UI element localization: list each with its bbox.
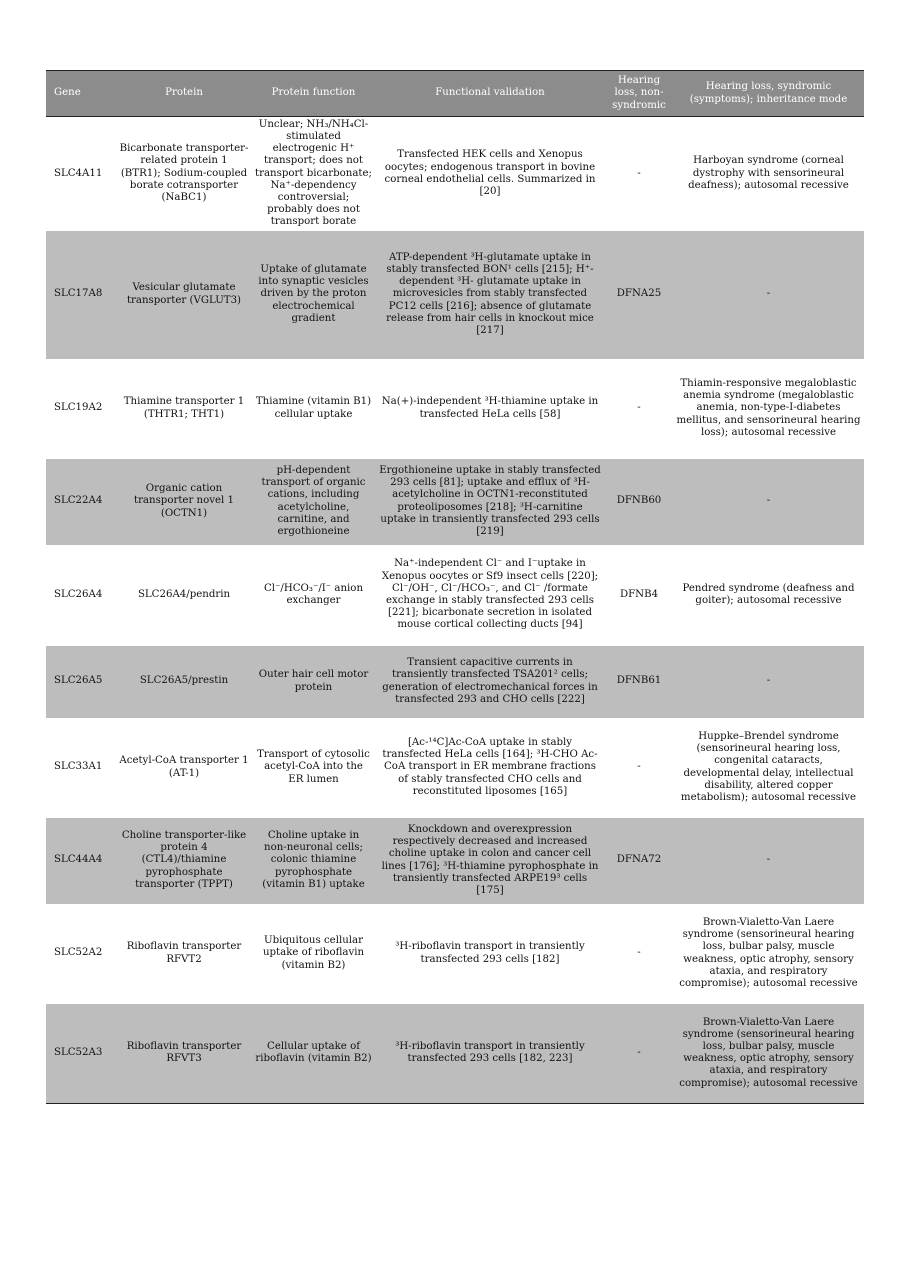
table-row	[46, 459, 864, 545]
cell-nonsyndromic: -	[637, 402, 641, 414]
cell-protein-function: Ubiquitous cellular uptake of riboflavin (vitamin B2)	[262, 935, 365, 971]
cell-syndromic: Thiamin-responsive megaloblastic anemia syndrome (megaloblastic anemia, non-type-I-diabetes mellitus, and sensorineural hearing loss); autosomal recessive	[676, 377, 861, 438]
table-row	[46, 646, 864, 718]
table-row	[46, 904, 864, 1004]
cell-protein-function: Uptake of glutamate into synaptic vesicles driven by the proton electrochemical gradient	[258, 263, 369, 324]
cell-nonsyndromic: DFNB4	[619, 588, 659, 600]
table-row	[46, 231, 864, 359]
cell-functional-validation: Knockdown and overexpression respectively decreased and increased choline uptake in colon and cancer cell lines [176]; ³H-thiamine pyrophosphate in transiently transfected ARPE19³ cells [175]	[381, 823, 599, 896]
cell-nonsyndromic: -	[605, 1004, 673, 1104]
cell-nonsyndromic: -	[637, 947, 641, 959]
cell-functional-validation: Na(+)-independent ³H-thiamine uptake in transfected HeLa cells [58]	[381, 396, 599, 420]
cell-nonsyndromic: DFNB61	[616, 675, 662, 687]
cell-protein-function: Outer hair cell motor protein	[258, 669, 369, 693]
cell-syndromic: -	[766, 675, 771, 687]
cell-protein: SLC26A5/prestin	[139, 675, 229, 687]
slc-gene-hearing-loss-table	[46, 70, 864, 1104]
cell-protein: Acetyl-CoA transporter 1 (AT-1)	[119, 755, 249, 779]
cell-syndromic: Huppke–Brendel syndrome (sensorineural hearing loss, congenital cataracts, developmental delay, intellectual disability, altered copper metabolism); autosomal recessive	[680, 730, 857, 803]
cell-syndromic: -	[766, 495, 771, 507]
cell-gene: SLC19A2	[54, 402, 103, 414]
cell-gene: SLC4A11	[54, 167, 103, 179]
cell-protein-function: Cl⁻/HCO₃⁻/I⁻ anion exchanger	[263, 582, 363, 606]
cell-nonsyndromic: -	[637, 167, 641, 179]
cell-syndromic: -	[766, 854, 771, 866]
cell-gene: SLC26A5	[54, 675, 103, 687]
cell-functional-validation: Na⁺-independent Cl⁻ and I⁻uptake in Xenopus oocytes or Sf9 insect cells [220]; Cl⁻/OH⁻, Cl⁻/HCO₃⁻, and Cl⁻ /formate exchange in stably transfected 293 cells [221]; bicarbonate secretion in isolated mouse cortical collecting ducts [94]	[381, 558, 599, 631]
cell-functional-validation: ³H-riboflavin transport in transiently transfected 293 cells [182]	[395, 941, 585, 965]
cell-protein-function: Transport of cytosolic acetyl-CoA into the ER lumen	[257, 749, 370, 785]
cell-gene: SLC52A2	[54, 947, 103, 959]
header-protein-function: Protein function	[252, 71, 375, 117]
cell-protein: Thiamine transporter 1 (THTR1; THT1)	[123, 396, 245, 420]
cell-gene: SLC17A8	[54, 288, 103, 300]
table-container	[46, 70, 864, 1104]
cell-functional-validation: ³H-riboflavin transport in transiently transfected 293 cells [182, 223]	[375, 1004, 605, 1104]
cell-protein: Choline transporter-like protein 4 (CTL4)/thiamine pyrophosphate transporter (TPPT)	[121, 829, 247, 890]
cell-syndromic: Pendred syndrome (deafness and goiter); autosomal recessive	[682, 582, 855, 606]
cell-functional-validation: Transient capacitive currents in transiently transfected TSA201² cells; generation of electromechanical forces in transfected 293 and CHO cells [222]	[382, 657, 598, 705]
cell-nonsyndromic: DFNA25	[616, 288, 662, 300]
cell-gene: SLC52A3	[46, 1004, 116, 1104]
cell-protein-function: Choline uptake in non-neuronal cells; colonic thiamine pyrophosphate (vitamin B1) uptake	[262, 829, 365, 890]
cell-syndromic: Brown-Vialetto-Van Laere syndrome (sensorineural hearing loss, bulbar palsy, muscle weakness, optic atrophy, sensory ataxia, and respiratory compromise); autosomal recessive	[673, 1004, 864, 1104]
header-hearing-loss-syndromic: Hearing loss, syndromic (symptoms); inheritance mode	[673, 71, 864, 117]
cell-protein: SLC26A4/pendrin	[137, 588, 231, 600]
cell-nonsyndromic: -	[637, 761, 641, 773]
table-row	[46, 818, 864, 904]
cell-protein: Riboflavin transporter RFVT3	[116, 1004, 252, 1104]
header-gene: Gene	[46, 71, 116, 117]
table-row	[46, 545, 864, 646]
cell-protein-function: Unclear; NH₃/NH₄Cl-stimulated electrogenic H⁺ transport; does not transport bicarbonate; Na⁺-dependency controversial; probably does not transport borate	[255, 118, 372, 228]
table-row	[46, 718, 864, 818]
header-protein: Protein	[116, 71, 252, 117]
table-header-row	[46, 71, 864, 117]
cell-nonsyndromic: DFNA72	[616, 854, 662, 866]
cell-gene: SLC26A4	[54, 588, 103, 600]
cell-syndromic: Brown-Vialetto-Van Laere syndrome (sensorineural hearing loss, bulbar palsy, muscle weakness, optic atrophy, sensory ataxia, and respiratory compromise); autosomal recessive	[679, 916, 858, 989]
cell-protein: Vesicular glutamate transporter (VGLUT3)	[126, 282, 242, 306]
table-row	[46, 1004, 864, 1104]
cell-functional-validation: ATP-dependent ³H-glutamate uptake in stably transfected BON¹ cells [215]; H⁺-dependent ³H- glutamate uptake in microvesicles from stably transfected PC12 cells [216]; absence of glutamate release from hair cells in knockout mice [217]	[386, 251, 594, 336]
cell-functional-validation: Ergothioneine uptake in stably transfected 293 cells [81]; uptake and efflux of ³H-acetylcholine in OCTN1-reconstituted proteoliposomes [218]; ³H-carnitine uptake in transiently transfected 293 cells [219]	[379, 464, 601, 537]
cell-functional-validation: Transfected HEK cells and Xenopus oocytes; endogenous transport in bovine corneal endothelial cells. Summarized in [20]	[384, 149, 596, 197]
cell-protein: Organic cation transporter novel 1 (OCTN1)	[133, 483, 235, 519]
cell-protein-function: pH-dependent transport of organic cations, including acetylcholine, carnitine, and ergothioneine	[261, 464, 366, 537]
cell-protein: Riboflavin transporter RFVT2	[126, 941, 242, 965]
header-hearing-loss-nonsyndromic: Hearing loss, non-syndromic	[605, 71, 673, 117]
table-row	[46, 117, 864, 231]
header-functional-validation: Functional validation	[375, 71, 605, 117]
cell-nonsyndromic: DFNB60	[616, 495, 662, 507]
cell-protein: Bicarbonate transporter-related protein 1 (BTR1); Sodium-coupled borate cotransporter (NaBC1)	[119, 143, 249, 204]
cell-syndromic: -	[766, 288, 771, 300]
table-row	[46, 359, 864, 459]
cell-protein-function: Thiamine (vitamin B1) cellular uptake	[255, 396, 372, 420]
cell-functional-validation: [Ac-¹⁴C]Ac-CoA uptake in stably transfected HeLa cells [164]; ³H-CHO Ac-CoA transport in ER membrane fractions of stably transfected CHO cells and reconstituted liposomes [165]	[382, 736, 598, 797]
cell-gene: SLC44A4	[54, 854, 103, 866]
cell-protein-function: Cellular uptake of riboflavin (vitamin B2)	[252, 1004, 375, 1104]
cell-gene: SLC33A1	[54, 761, 103, 773]
cell-gene: SLC22A4	[54, 495, 103, 507]
cell-syndromic: Harboyan syndrome (corneal dystrophy with sensorineural deafness); autosomal recessive	[688, 155, 849, 191]
